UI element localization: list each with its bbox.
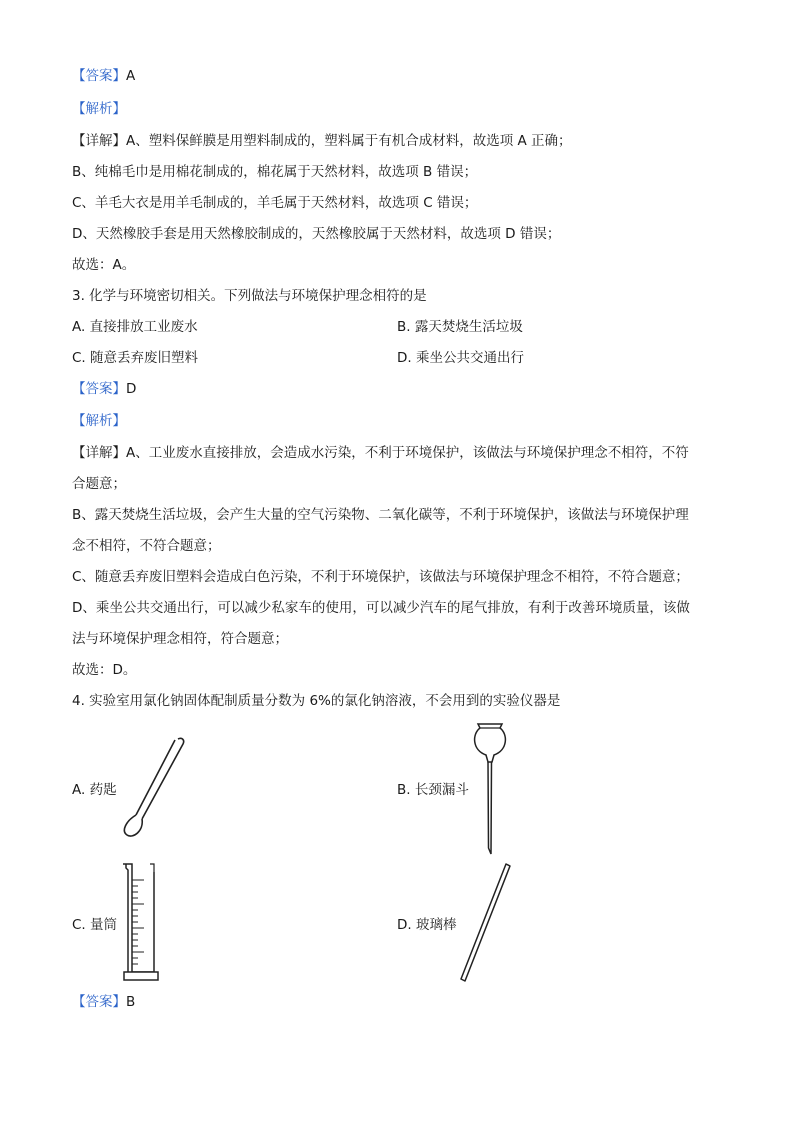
q2-detail-d: D、天然橡胶手套是用天然橡胶制成的，天然橡胶属于天然材料，故选项 D 错误； xyxy=(72,226,561,242)
analysis-tag: 【解析】 xyxy=(72,101,126,117)
q2-detail-c: C、羊毛大衣是用羊毛制成的，羊毛属于天然材料，故选项 C 错误； xyxy=(72,195,478,211)
q3-answer xyxy=(72,379,722,399)
q2-analysis-heading xyxy=(72,99,722,119)
q3-detail-a-2: 合题意； xyxy=(72,476,126,492)
q3-detail-c: C、随意丢弃废旧塑料会造成白色污染，不利于环境保护，该做法与环境保护理念不相符，不符合题意； xyxy=(72,569,689,585)
answer-tag: 【答案】 xyxy=(72,68,126,84)
answer-tag: 【答案】 xyxy=(72,994,126,1010)
q4-option-b: B. 长颈漏斗 xyxy=(397,782,469,798)
answer-value: B xyxy=(126,994,136,1010)
q3-analysis-heading xyxy=(72,411,722,431)
detail-tag: 【详解】 xyxy=(72,445,126,461)
q3-option-b: B. 露天焚烧生活垃圾 xyxy=(397,319,523,335)
q4-option-a: A. 药匙 xyxy=(72,782,117,798)
q3-detail-b-2: 念不相符，不符合题意； xyxy=(72,538,221,554)
detail-tag: 【详解】 xyxy=(72,133,126,149)
q4-answer xyxy=(72,992,722,1012)
measuring-cylinder-icon xyxy=(118,860,162,985)
q3-detail-a-1 xyxy=(72,443,722,463)
q3-detail-d-1: D、乘坐公共交通出行，可以减少私家车的使用，可以减少汽车的尾气排放，有利于改善环境质量，该做 xyxy=(72,600,690,616)
spatula-icon xyxy=(118,735,190,843)
q3-detail-b-1: B、露天焚烧生活垃圾，会产生大量的空气污染物、二氧化碳等，不利于环境保护，该做法与环境保护理 xyxy=(72,507,689,523)
q3-option-a: A. 直接排放工业废水 xyxy=(72,319,198,335)
analysis-tag: 【解析】 xyxy=(72,413,126,429)
q3-detail-d-2: 法与环境保护理念相符，符合题意； xyxy=(72,631,288,647)
q2-detail-a xyxy=(72,131,722,151)
q4-stem: 4. 实验室用氯化钠固体配制质量分数为 6%的氯化钠溶液，不会用到的实验仪器是 xyxy=(72,693,561,709)
detail-text: A、工业废水直接排放，会造成水污染，不利于环境保护，该做法与环境保护理念不相符，不符 xyxy=(126,445,689,461)
q4-option-d: D. 玻璃棒 xyxy=(397,917,457,933)
q2-detail-b: B、纯棉毛巾是用棉花制成的，棉花属于天然材料，故选项 B 错误； xyxy=(72,164,478,180)
q2-conclusion: 故选：A。 xyxy=(72,257,136,273)
q3-stem: 3. 化学与环境密切相关。下列做法与环境保护理念相符的是 xyxy=(72,288,427,304)
glass-rod-icon xyxy=(455,860,519,985)
q2-answer xyxy=(72,66,722,86)
answer-value: A xyxy=(126,68,136,84)
q3-option-d: D. 乘坐公共交通出行 xyxy=(397,350,524,366)
answer-tag: 【答案】 xyxy=(72,381,126,397)
detail-text: A、塑料保鲜膜是用塑料制成的，塑料属于有机合成材料，故选项 A 正确； xyxy=(126,133,572,149)
q3-option-c: C. 随意丢弃废旧塑料 xyxy=(72,350,199,366)
answer-value: D xyxy=(126,381,137,397)
long-neck-funnel-icon xyxy=(470,720,510,858)
q4-option-c: C. 量筒 xyxy=(72,917,118,933)
q3-conclusion: 故选：D。 xyxy=(72,662,137,678)
